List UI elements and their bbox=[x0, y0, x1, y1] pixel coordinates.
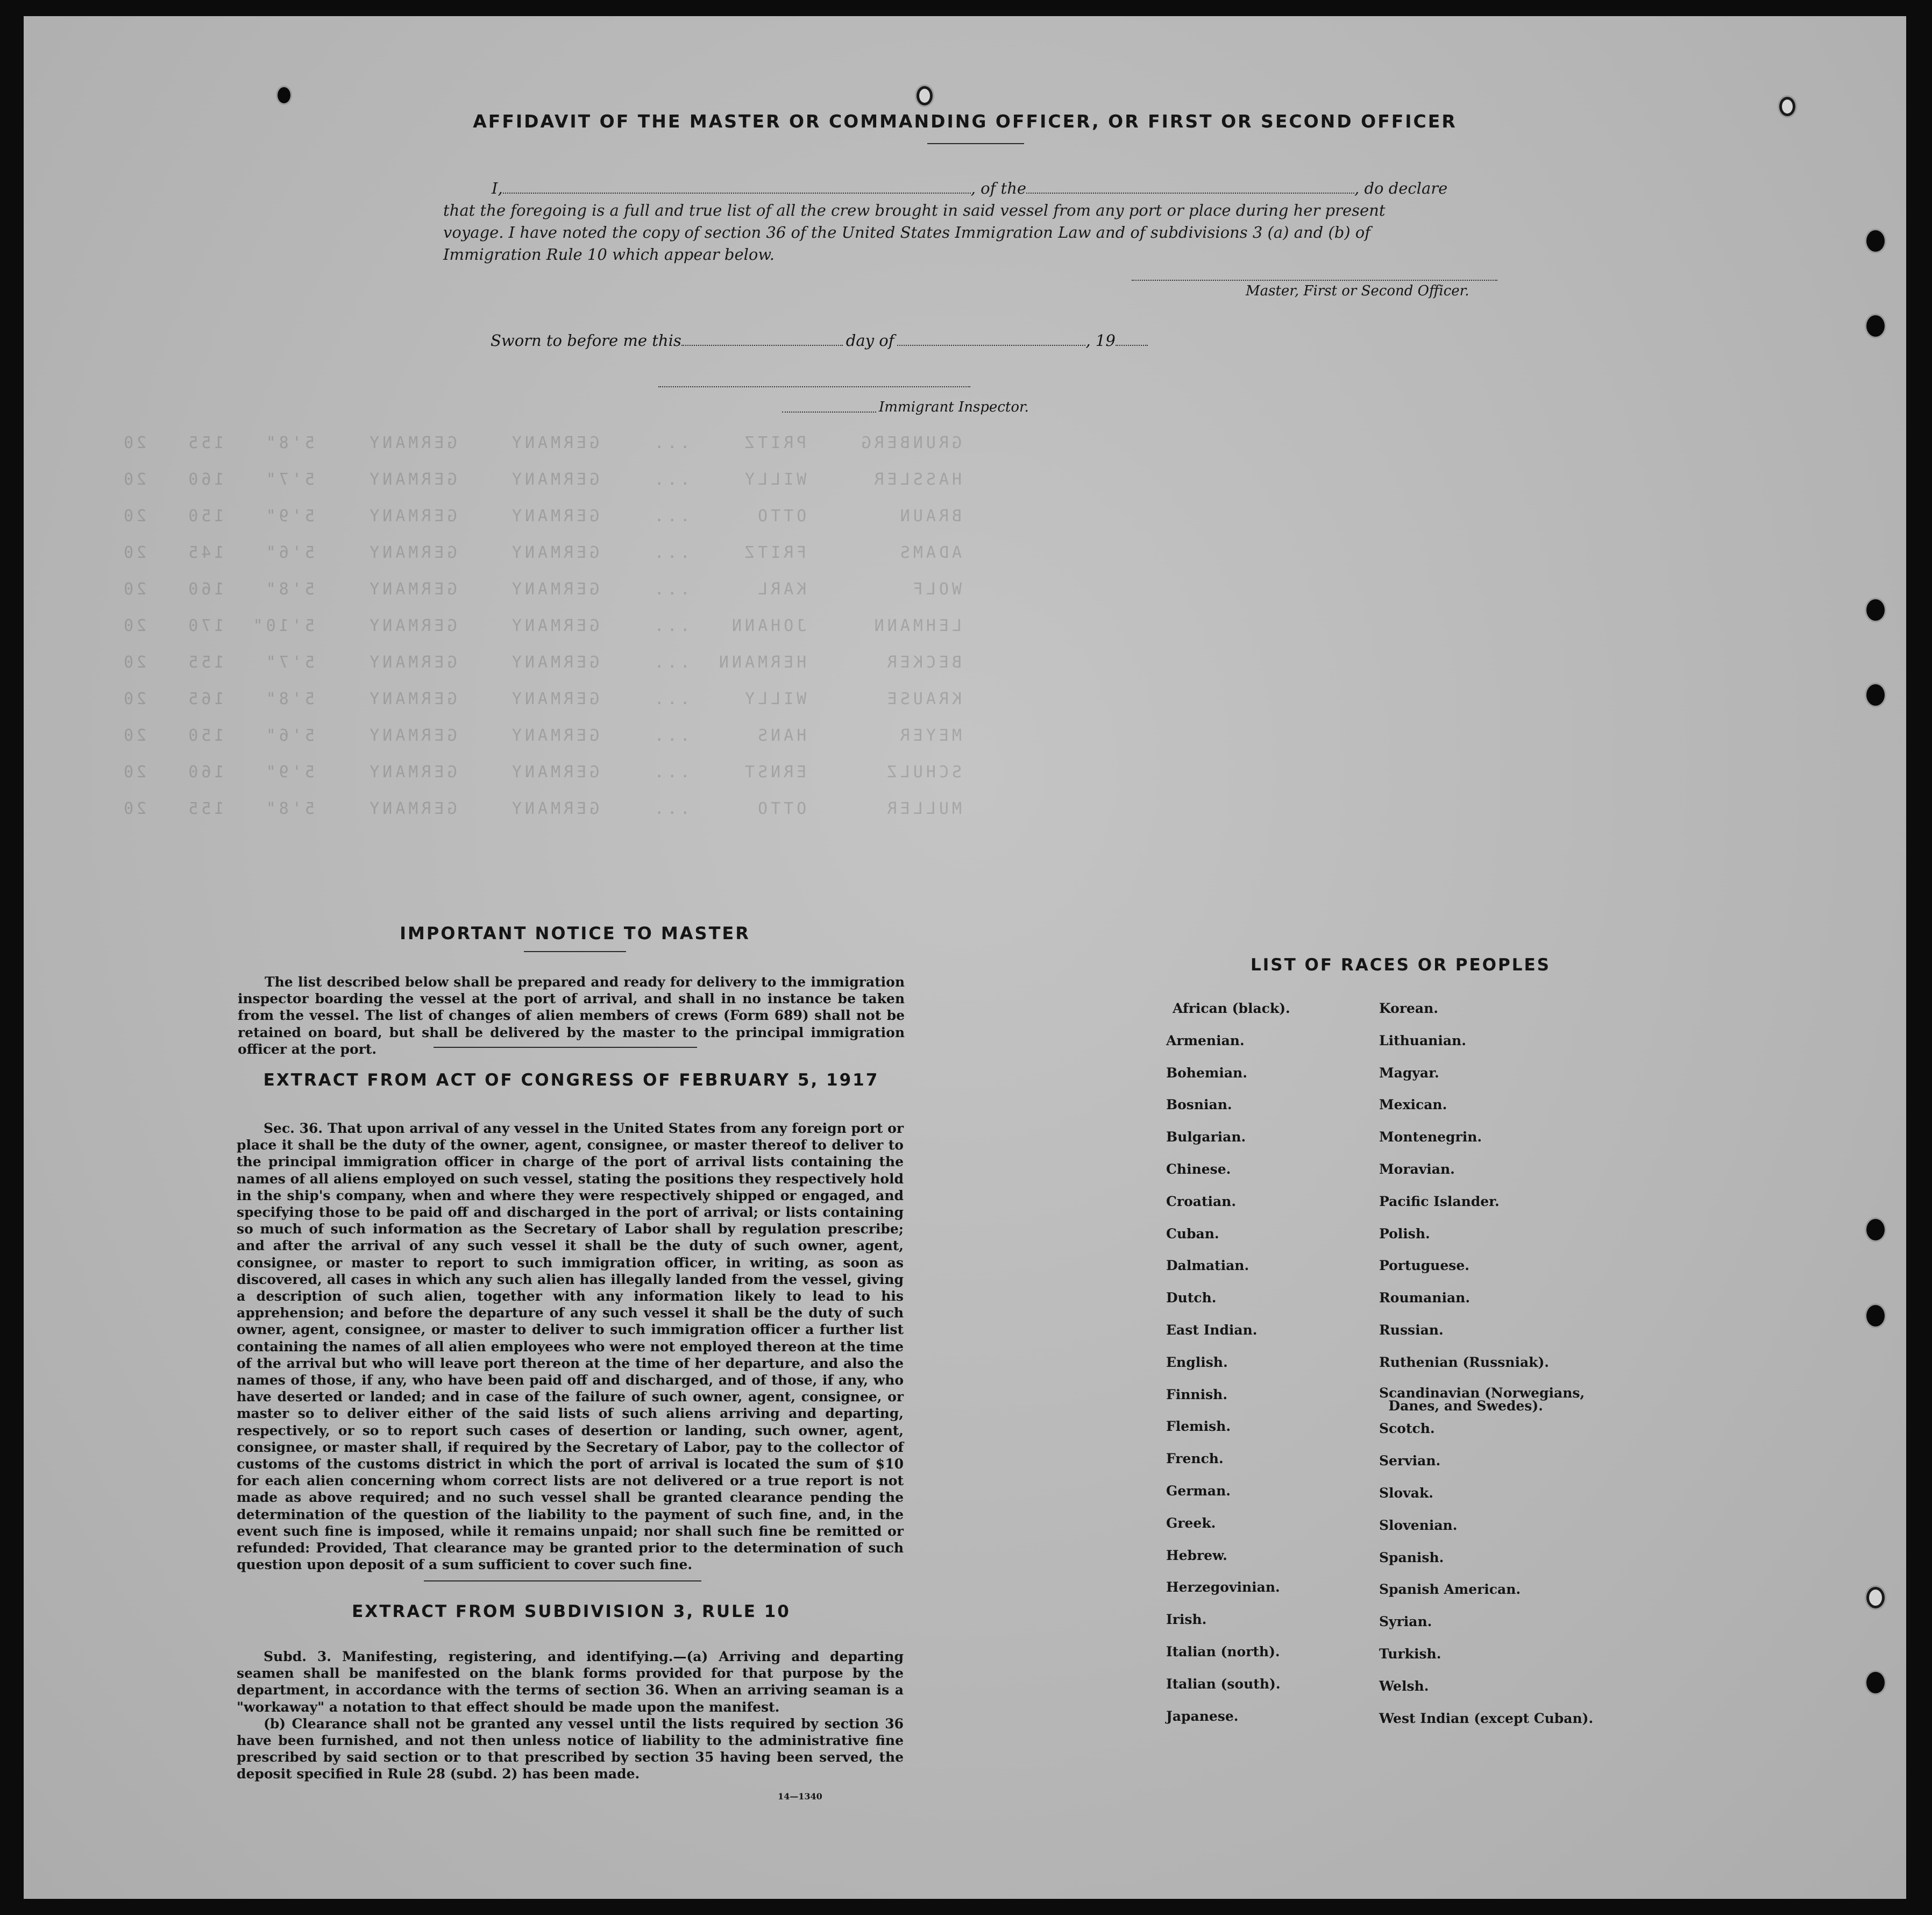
race-item: Dutch. bbox=[1166, 1290, 1217, 1306]
race-item: Japanese. bbox=[1166, 1708, 1239, 1724]
race-item: Pacific Islander. bbox=[1379, 1193, 1500, 1209]
title-rule bbox=[927, 143, 1024, 144]
rule-paragraph-b: (b) Clearance shall not be granted any vessel until the lists required by section 36 have been furnished, and not then unless notice of liability to the administrative fine prescribed by said section or to that prescribed by section 35 having been served, the deposit specified in Rule 28 (subd. 2) has been made. bbox=[237, 1715, 904, 1782]
sworn-year: , 19 bbox=[1085, 331, 1116, 350]
punch-hole bbox=[1866, 684, 1885, 706]
punch-hole bbox=[1866, 599, 1885, 621]
inspector-signature-field-2 bbox=[782, 412, 876, 413]
act-title: EXTRACT FROM ACT OF CONGRESS OF FEBRUARY 5, 1917 bbox=[263, 1070, 879, 1090]
race-item: Korean. bbox=[1379, 1001, 1439, 1016]
declaration-line bbox=[443, 178, 1514, 200]
race-item: Scandinavian (Norwegians, Danes, and Swedes). bbox=[1379, 1385, 1585, 1414]
race-item: East Indian. bbox=[1166, 1322, 1258, 1338]
race-item: Magyar. bbox=[1379, 1065, 1439, 1081]
race-item: Portuguese. bbox=[1379, 1258, 1469, 1274]
race-item: Roumanian. bbox=[1379, 1290, 1471, 1306]
race-item: Greek. bbox=[1166, 1515, 1216, 1531]
punch-hole bbox=[1866, 230, 1885, 252]
race-item: Bulgarian. bbox=[1166, 1129, 1246, 1145]
section-rule bbox=[424, 1580, 701, 1581]
race-item: Syrian. bbox=[1379, 1614, 1432, 1630]
race-item: Scotch. bbox=[1379, 1421, 1435, 1437]
race-item: Bosnian. bbox=[1166, 1097, 1232, 1113]
declarant-prefix: I, bbox=[492, 179, 503, 197]
notice-rule bbox=[524, 951, 626, 952]
punch-hole bbox=[1866, 315, 1885, 337]
race-item: Russian. bbox=[1379, 1322, 1444, 1338]
rule-text bbox=[237, 1648, 904, 1783]
affidavit-line-3: voyage. I have noted the copy of section 36 of the United States Immigration Law and of subdivisions 3 (a) and (b) of bbox=[443, 223, 1370, 242]
master-signature-field bbox=[1132, 280, 1497, 281]
race-item: Flemish. bbox=[1166, 1418, 1231, 1435]
notice-title: IMPORTANT NOTICE TO MASTER bbox=[400, 923, 750, 944]
declare-suffix: , do declare bbox=[1354, 179, 1448, 197]
sworn-year-field bbox=[1116, 345, 1148, 346]
act-text bbox=[237, 1120, 904, 1573]
race-item: Hebrew. bbox=[1166, 1547, 1227, 1563]
race-item: Polish. bbox=[1379, 1225, 1430, 1242]
notice-paragraph: The list described below shall be prepared and ready for delivery to the immigration inspector boarding the vessel at the port of arrival, and shall in no instance be taken from the vessel. The list of changes of alien members of crews (Form 689) shall not be retained on board, but shall be delivered by the master to the principal immigration officer at the port. bbox=[238, 974, 905, 1057]
race-item: Bohemian. bbox=[1166, 1065, 1247, 1081]
race-item: German. bbox=[1166, 1483, 1231, 1499]
race-item: Slovenian. bbox=[1379, 1517, 1458, 1533]
race-item: Welsh. bbox=[1379, 1678, 1429, 1694]
notice-text bbox=[238, 974, 905, 1058]
race-item: Turkish. bbox=[1379, 1646, 1441, 1662]
act-paragraph: Sec. 36. That upon arrival of any vessel in the United States from any foreign port or place it shall be the duty of the owner, agent, consignee, or master thereof to deliver to the principal immigration officer in charge of the port of arrival lists containing the names of all aliens employed on such vessel, stating the positions they respectively hold in the ship's company, when and where they were respectively shipped or engaged, and specifying those to be paid off and discharged in the port of arrival; or lists containing so much of such information as the Secretary of Labor shall by regulation prescribe; and after the arrival of any such vessel it shall be the duty of such owner, agent, consignee, or master to report to such immigration officer, in writing, as soon as discovered, all cases in which any such alien has illegally landed from the vessel, giving a description of such alien, together with any information likely to lead to his apprehension; and before the departure of any such vessel it shall be the duty of such owner, agent, consignee, or master to deliver to such immigration officer a further list containing the names of all alien employees who were not employed thereon at the time of the arrival but who will leave port thereon at the time of her departure, and also the names of those, if any, who have been paid off and discharged, and of those, if any, who have deserted or landed; and in case of the failure of such owner, agent, consignee, or master so to deliver either of the said lists of such aliens arriving and departing, respectively, or so to report such cases of desertion or landing, such owner, agent, consignee, or master shall, if required by the Secretary of Labor, pay to the collector of customs of the customs district in which the port of arrival is located the sum of $10 for each alien concerning whom correct lists are not delivered or a true report is not made as above required; and no such vessel shall be granted clearance pending the determination of the question of the liability to the payment of such fine, and, in the event such fine is imposed, while it remains unpaid; nor shall such fine be remitted or refunded: Provided, That clearance may be granted prior to the determination of such question upon deposit of a sum sufficient to cover such fine. bbox=[237, 1120, 904, 1573]
declarant-name-field bbox=[503, 193, 971, 194]
race-item: Armenian. bbox=[1166, 1032, 1245, 1048]
punch-hole bbox=[1866, 1672, 1885, 1693]
race-item: Spanish American. bbox=[1379, 1581, 1521, 1598]
sworn-line bbox=[491, 331, 1148, 350]
sworn-month-field bbox=[897, 345, 1085, 346]
master-signature-label: Master, First or Second Officer. bbox=[1246, 283, 1469, 299]
punch-hole bbox=[1866, 1219, 1885, 1240]
race-item: Spanish. bbox=[1379, 1549, 1444, 1565]
race-item: Irish. bbox=[1166, 1612, 1207, 1628]
race-item: Dalmatian. bbox=[1166, 1258, 1249, 1274]
race-item: West Indian (except Cuban). bbox=[1379, 1710, 1594, 1726]
race-item: Chinese. bbox=[1166, 1161, 1231, 1177]
race-item: Moravian. bbox=[1379, 1161, 1455, 1177]
document-page bbox=[24, 16, 1906, 1899]
punch-hole bbox=[1866, 1587, 1885, 1608]
race-item: Lithuanian. bbox=[1379, 1032, 1466, 1048]
race-item: Ruthenian (Russniak). bbox=[1379, 1354, 1549, 1370]
race-item: Montenegrin. bbox=[1379, 1129, 1482, 1145]
section-rule bbox=[434, 1047, 697, 1048]
race-item: Slovak. bbox=[1379, 1485, 1433, 1501]
race-item: Italian (south). bbox=[1166, 1676, 1281, 1692]
sworn-day-of: day of bbox=[846, 331, 894, 350]
sworn-prefix: Sworn to before me this bbox=[491, 331, 681, 350]
race-item: Mexican. bbox=[1379, 1097, 1447, 1113]
race-item: French. bbox=[1166, 1451, 1224, 1467]
vessel-prefix: , of the bbox=[970, 179, 1027, 197]
inspector-signature-field-1 bbox=[658, 386, 970, 387]
race-item: Italian (north). bbox=[1166, 1644, 1280, 1659]
punch-hole bbox=[917, 86, 933, 105]
inspector-label: Immigrant Inspector. bbox=[879, 399, 1029, 415]
affidavit-line-4: Immigration Rule 10 which appear below. bbox=[443, 245, 775, 264]
rule-title: EXTRACT FROM SUBDIVISION 3, RULE 10 bbox=[352, 1602, 791, 1621]
form-number: 14—1340 bbox=[778, 1791, 822, 1801]
race-item: African (black). bbox=[1173, 1001, 1290, 1016]
sworn-day-field bbox=[681, 345, 843, 346]
race-item: Servian. bbox=[1379, 1453, 1441, 1469]
affidavit-text bbox=[443, 178, 1514, 266]
punch-hole bbox=[278, 87, 290, 103]
affidavit-title: AFFIDAVIT OF THE MASTER OR COMMANDING OFFICER, OR FIRST OR SECOND OFFICER bbox=[473, 111, 1457, 132]
punch-hole bbox=[1866, 1305, 1885, 1327]
race-item: Finnish. bbox=[1166, 1386, 1228, 1402]
race-item: Croatian. bbox=[1166, 1193, 1237, 1209]
race-item: Cuban. bbox=[1166, 1225, 1219, 1242]
race-item: English. bbox=[1166, 1354, 1228, 1370]
races-title: LIST OF RACES OR PEOPLES bbox=[1250, 955, 1551, 975]
rule-paragraph-a: Subd. 3. Manifesting, registering, and identifying.—(a) Arriving and departing seamen shall be manifested on the blank forms provided for that purpose by the department, in accordance with the terms of section 36. When an arriving seaman is a "workaway" a notation to that effect should be made upon the manifest. bbox=[237, 1649, 904, 1715]
race-item: Herzegovinian. bbox=[1166, 1579, 1280, 1595]
affidavit-line-2: that the foregoing is a full and true list of all the crew brought in said vessel from any port or place during her present bbox=[443, 201, 1386, 219]
bleed-through-texture: GRUNBERG PRITZ ... GERMANY GERMANY 5'8" 155 20 HASSLER WILLY ... GERMANY GERMANY 5'7" 160 20 BRAUN OTTO ... GERMANY GERMANY 5'9" 150 20 ADAMS FRITZ ... GERMANY GERMANY 5'6" 145 20 WOLF KARL ... GERMANY GERMANY 5'8" 160 20 LEHMANN JOHANN ... GERMANY GERMANY 5'10" 170 20 BECKER HERMANN ... GERMANY GERMANY 5'7" 155 20 KRAUSE WILLY ... GERMANY GERMANY 5'8" 165 20 MEYER HANS ... GERMANY GERMANY 5'6" 150 20 SCHULZ ERNST ... GERMANY GERMANY 5'9" 160 20 MULLER OTTO ... GERMANY GERMANY 5'8" 155 20 bbox=[120, 434, 962, 818]
vessel-name-field bbox=[1026, 193, 1354, 194]
